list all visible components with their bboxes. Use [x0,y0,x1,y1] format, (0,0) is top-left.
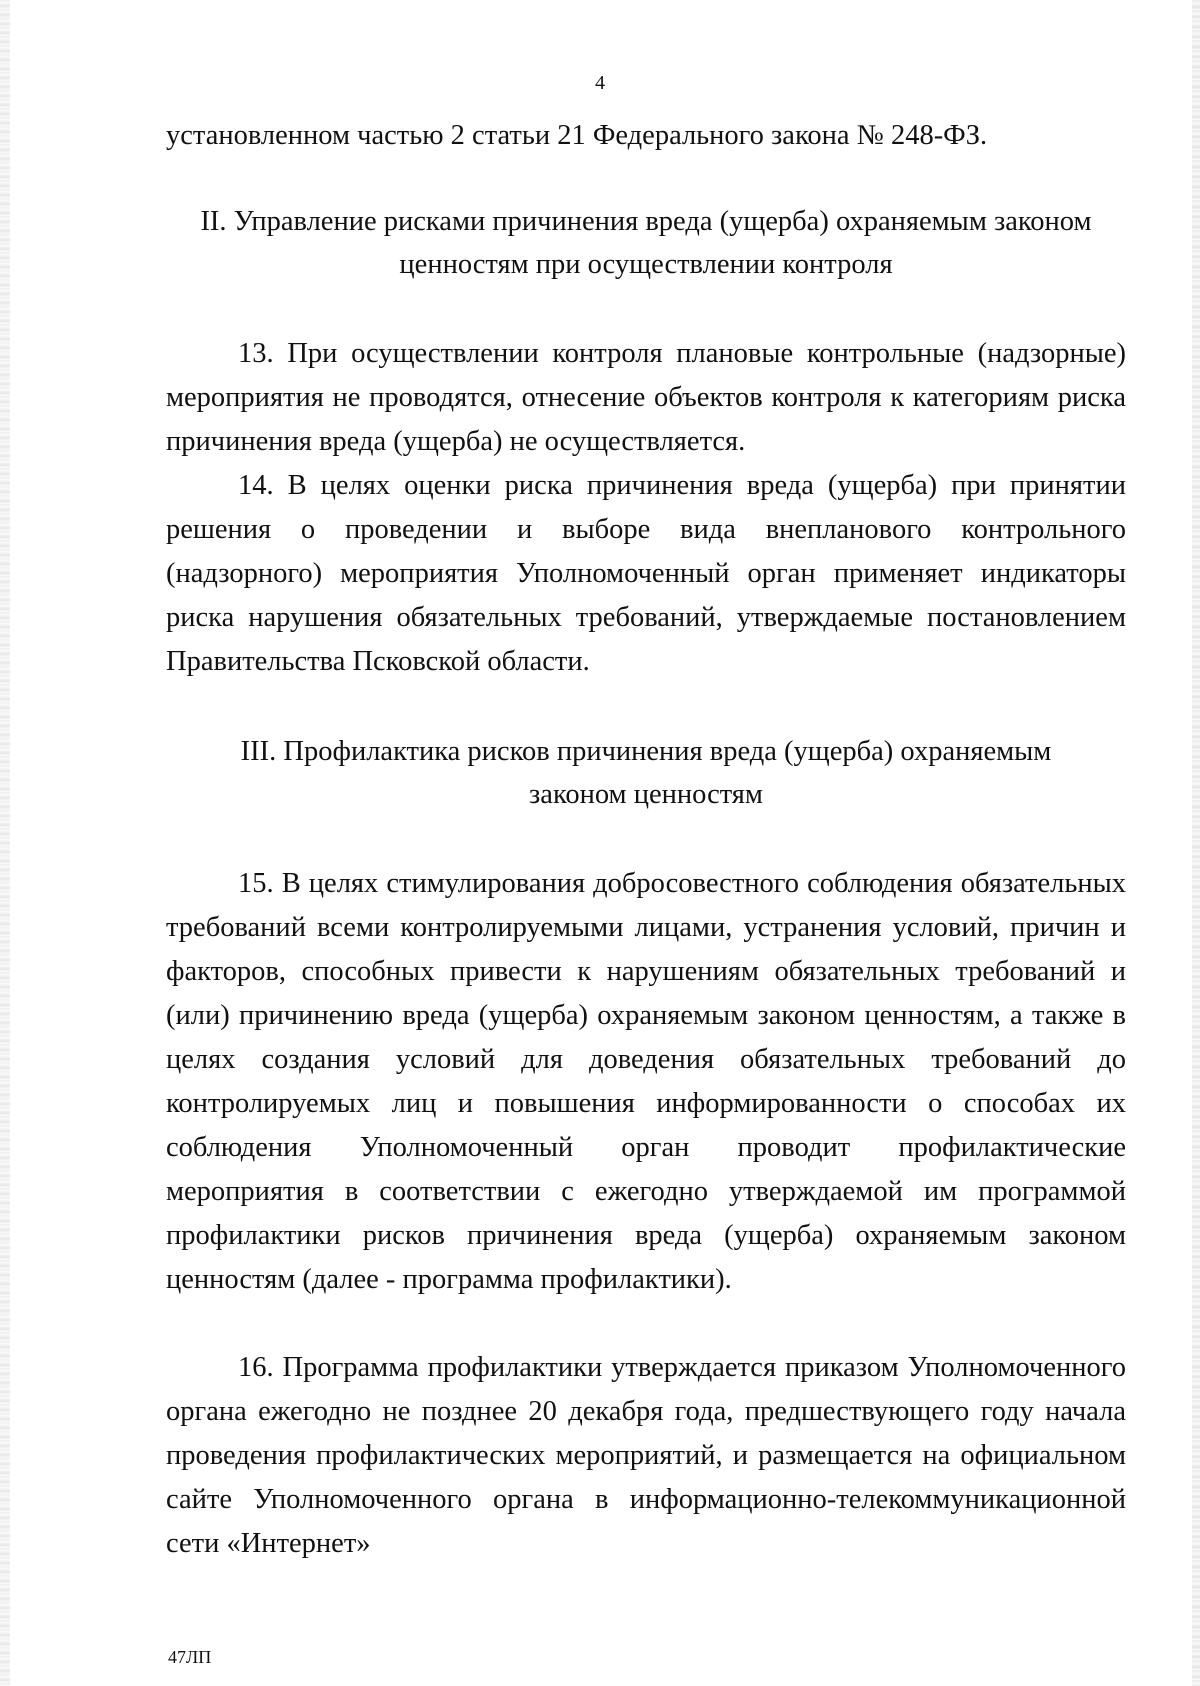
footer-code: 47ЛП [168,1647,212,1667]
section-3-heading-line-2: законом ценностям [529,779,763,810]
section-2-heading-line-2: ценностям при осуществлении контроля [399,249,893,280]
section-2-heading [166,200,1126,286]
paragraph-16: 16. Программа профилактики утверждается приказом Уполномоченного органа ежегодно не позднее 20 декабря года, предшествующего году начала проведения профилактических мероприятий, и размещается на официальном сайте Уполномоченного органа в информационно-телекоммуникационной сети «Интернет» [166,1352,1126,1559]
page-number: 4 [595,72,605,94]
paragraph-14: 14. В целях оценки риска причинения вреда (ущерба) при принятии решения о проведении и выборе вида внепланового контрольного (надзорного) мероприятия Уполномоченный орган применяет индикаторы риска нарушения обязательных требований, утверждаемые постановлением Правительства Псковской области. [166,470,1126,677]
section-2-heading-line-1: II. Управление рисками причинения вреда (ущерба) охраняемым законом [200,206,1092,237]
intro-line: установленном частью 2 статьи 21 Федерального закона № 248-ФЗ. [166,120,988,151]
scan-edge-right [1192,0,1200,1686]
paragraph-13: 13. При осуществлении контроля плановые контрольные (надзорные) мероприятия не проводятся, отнесение объектов контроля к категориям риска причинения вреда (ущерба) не осуществляется. [166,338,1126,457]
section-3-heading-line-1: III. Профилактика рисков причинения вреда (ущерба) охраняемым [240,736,1052,767]
paragraph-15: 15. В целях стимулирования добросовестного соблюдения обязательных требований всеми контролируемыми лицами, устранения условий, причин и факторов, способных привести к нарушениям обязательных требований и (или) причинению вреда (ущерба) охраняемым законом ценностям, а также в целях создания условий для доведения обязательных требований до контролируемых лиц и повышения информированности о способах их соблюдения Уполномоченный орган проводит профилактические мероприятия в соответствии с ежегодно утверждаемой им программой профилактики рисков причинения вреда (ущерба) охраняемым законом ценностям (далее - программа профилактики). [166,868,1126,1295]
scan-edge-left [0,0,10,1686]
section-3-heading [166,730,1126,816]
